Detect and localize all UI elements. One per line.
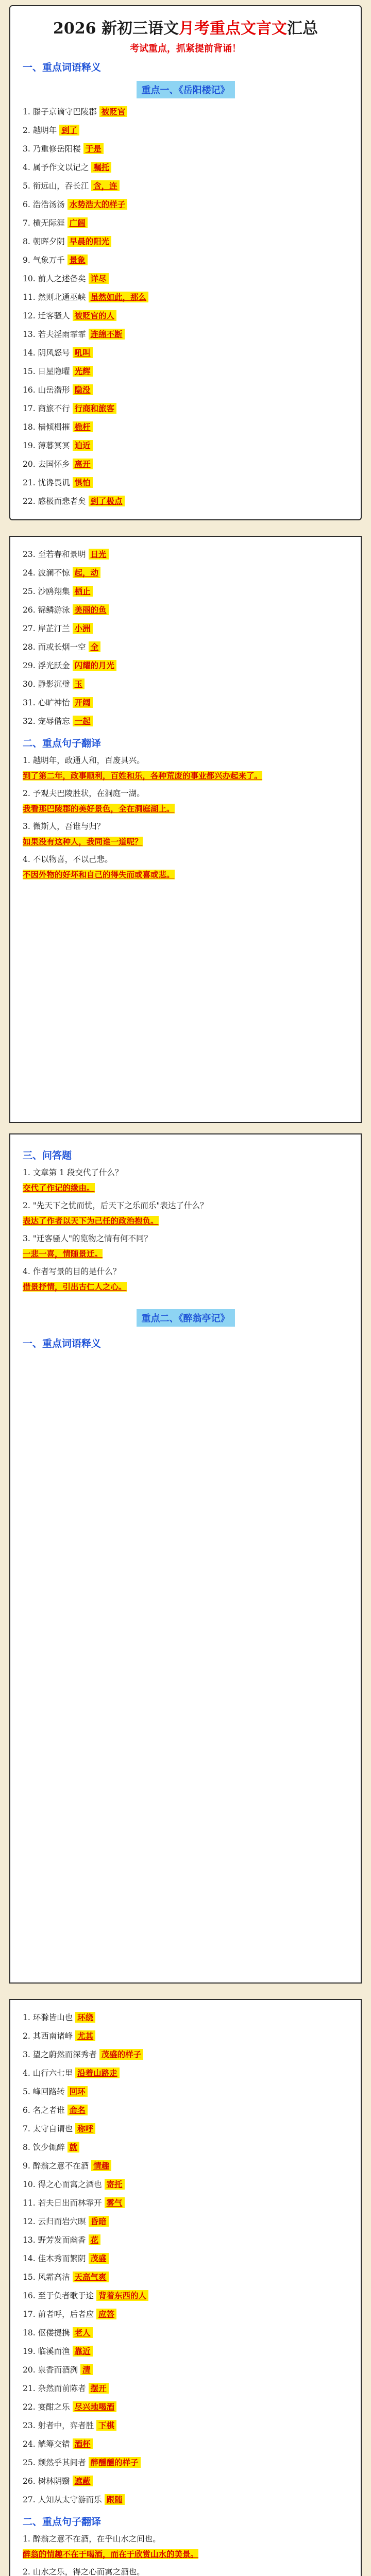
vocab-answer: 离开 bbox=[73, 459, 93, 469]
vocab-answer: 茂盛 bbox=[89, 2253, 109, 2264]
vocab-question: 18. 伛偻提携 bbox=[23, 2328, 73, 2337]
translate-item bbox=[23, 1198, 348, 1229]
vocab-item bbox=[23, 2064, 348, 2082]
translate-question: 2. "先天下之忧而忧，后天下之乐而乐"表达了什么？ bbox=[23, 1201, 208, 1210]
vocab-question: 26. 树林阴翳 bbox=[23, 2477, 73, 2486]
vocab-question: 27. 人知从太守游而乐 bbox=[23, 2495, 105, 2504]
vocab-answer: 沿着山路走 bbox=[75, 2067, 120, 2078]
vocab-question: 10. 前人之述备矣 bbox=[23, 274, 89, 283]
title-prefix: 2026 新初三语文 bbox=[53, 20, 179, 38]
vocab-answer: 天高气爽 bbox=[73, 2272, 109, 2282]
translate-item bbox=[23, 2564, 348, 2576]
vocab-question: 24. 觥筹交错 bbox=[23, 2439, 73, 2449]
vocab-item bbox=[23, 436, 348, 455]
vocab-answer: 雾气 bbox=[105, 2197, 125, 2208]
vocab-item bbox=[23, 418, 348, 436]
vocab-question: 17. 前者呼，后者应 bbox=[23, 2310, 97, 2319]
panel-4 bbox=[9, 1999, 362, 2576]
vocab-item bbox=[23, 619, 348, 638]
vocab-item bbox=[23, 232, 348, 251]
vocab-answer: 酒杯 bbox=[73, 2438, 93, 2449]
vocab-answer: 回环 bbox=[68, 2086, 88, 2097]
vocab-answer: 光辉 bbox=[73, 366, 93, 377]
vocab-answer: 到了 bbox=[59, 125, 79, 135]
vocab-answer: 背着东西的人 bbox=[96, 2290, 148, 2301]
vocab-answer: 早晨的阳光 bbox=[68, 236, 112, 247]
vocab-answer: 就 bbox=[68, 2142, 80, 2153]
vocab-item bbox=[23, 177, 348, 195]
vocab-item bbox=[23, 325, 348, 344]
vocab-question: 15. 风霜高洁 bbox=[23, 2273, 73, 2282]
vocab-question: 28. 而或长烟一空 bbox=[23, 642, 89, 652]
vocab-answer: 详尽 bbox=[89, 273, 109, 284]
translate-answer: 表达了作者以天下为己任的政治抱负。 bbox=[23, 1216, 159, 1226]
vocab-answer: 尤其 bbox=[75, 2030, 95, 2041]
vocab-question: 26. 锦鳞游泳 bbox=[23, 605, 73, 615]
panel-2 bbox=[9, 536, 362, 1123]
vocab-answer: 靠近 bbox=[73, 2346, 93, 2357]
vocab-question: 21. 杂然而前陈者 bbox=[23, 2384, 89, 2393]
vocab-item bbox=[23, 158, 348, 177]
panel-3 bbox=[9, 1133, 362, 1984]
translate-question: 3. "迁客骚人"的览物之情有何不同？ bbox=[23, 1234, 152, 1243]
vocab-item bbox=[23, 344, 348, 362]
vocab-answer: 开阔 bbox=[73, 697, 93, 708]
banner-yueyanglou: 重点一、《岳阳楼记》 bbox=[137, 81, 235, 98]
vocab-answer: 广阔 bbox=[68, 217, 88, 228]
vocab-answer: 跟随 bbox=[105, 2494, 125, 2505]
vocab-question: 14. 阴风怒号 bbox=[23, 348, 73, 358]
section-head-translate-2: 二、重点句子翻译 bbox=[23, 2516, 102, 2528]
translate-answer: 一悲一喜，情随景迁。 bbox=[23, 1249, 103, 1259]
vocab-item bbox=[23, 2398, 348, 2416]
vocab-list-1 bbox=[23, 103, 348, 511]
vocab-answer: 景象 bbox=[68, 255, 88, 265]
vocab-question: 15. 日星隐曜 bbox=[23, 367, 73, 376]
vocab-answer: 迫近 bbox=[73, 440, 93, 451]
vocab-answer: 环绕 bbox=[75, 2012, 95, 2023]
vocab-question: 22. 感极而悲者矣 bbox=[23, 497, 89, 506]
translate-answer: 借景抒情，引出古仁人之心。 bbox=[23, 1282, 127, 1292]
vocab-answer: 昏暗 bbox=[89, 2216, 109, 2227]
vocab-question: 20. 泉香而酒洌 bbox=[23, 2365, 81, 2375]
vocab-item bbox=[23, 2082, 348, 2101]
translate-item bbox=[23, 1165, 348, 1196]
vocab-item bbox=[23, 2453, 348, 2472]
vocab-item bbox=[23, 2435, 348, 2453]
vocab-item bbox=[23, 2027, 348, 2045]
vocab-question: 1. 滕子京谪守巴陵郡 bbox=[23, 107, 99, 116]
vocab-item bbox=[23, 693, 348, 712]
vocab-answer: 尽兴地喝酒 bbox=[73, 2401, 117, 2412]
vocab-question: 2. 越明年 bbox=[23, 126, 60, 135]
vocab-question: 24. 波澜不惊 bbox=[23, 568, 73, 578]
translate-answer: 到了第二年，政事顺利，百姓和乐，各种荒废的事业都兴办起来了。 bbox=[23, 771, 263, 781]
vocab-question: 13. 若夫淫雨霏霏 bbox=[23, 330, 89, 339]
vocab-item bbox=[23, 601, 348, 619]
vocab-answer: 情趣 bbox=[91, 2160, 111, 2171]
vocab-item bbox=[23, 2231, 348, 2249]
vocab-question: 18. 樯倾楫摧 bbox=[23, 422, 73, 432]
translate-item bbox=[23, 819, 348, 850]
translate-answer: 不因外物的好坏和自己的得失而或喜或悲。 bbox=[23, 870, 175, 879]
vocab-question: 9. 气象万千 bbox=[23, 256, 68, 265]
vocab-question: 30. 静影沉璧 bbox=[23, 680, 73, 689]
vocab-answer: 遮蔽 bbox=[73, 2476, 93, 2486]
vocab-question: 1. 环滁皆山也 bbox=[23, 2013, 76, 2022]
vocab-item bbox=[23, 288, 348, 307]
vocab-answer: 茂盛的样子 bbox=[99, 2049, 144, 2060]
vocab-answer: 含，连 bbox=[91, 180, 120, 191]
translate-item bbox=[23, 753, 348, 784]
vocab-item bbox=[23, 2008, 348, 2027]
translate-item bbox=[23, 852, 348, 883]
vocab-item bbox=[23, 2138, 348, 2157]
vocab-item bbox=[23, 2286, 348, 2305]
vocab-item bbox=[23, 2472, 348, 2490]
vocab-question: 12. 云归而岩穴暝 bbox=[23, 2217, 89, 2226]
vocab-answer: 花 bbox=[89, 2234, 101, 2245]
vocab-question: 27. 岸芷汀兰 bbox=[23, 624, 73, 633]
vocab-item bbox=[23, 2416, 348, 2435]
vocab-item bbox=[23, 269, 348, 288]
vocab-question: 14. 佳木秀而繁阴 bbox=[23, 2254, 89, 2263]
vocab-question: 21. 忧谗畏讥 bbox=[23, 478, 73, 487]
vocab-question: 16. 至于负者歌于途 bbox=[23, 2291, 97, 2300]
vocab-item bbox=[23, 362, 348, 381]
vocab-item bbox=[23, 2120, 348, 2138]
vocab-question: 6. 浩浩汤汤 bbox=[23, 200, 68, 209]
vocab-answer: 应答 bbox=[96, 2309, 116, 2319]
vocab-item bbox=[23, 2305, 348, 2324]
vocab-item bbox=[23, 2342, 348, 2361]
section-head-vocab: 一、重点词语释义 bbox=[23, 62, 102, 73]
vocab-item bbox=[23, 455, 348, 473]
vocab-question: 12. 迁客骚人 bbox=[23, 311, 73, 320]
vocab-item bbox=[23, 582, 348, 601]
section-head-qa: 三、问答题 bbox=[23, 1150, 72, 1161]
vocab-answer: 于是 bbox=[83, 143, 104, 154]
vocab-answer: 下棋 bbox=[96, 2420, 116, 2431]
vocab-item bbox=[23, 2379, 348, 2398]
vocab-item bbox=[23, 2045, 348, 2064]
translate-item bbox=[23, 1264, 348, 1295]
translate-item bbox=[23, 786, 348, 817]
vocab-question: 2. 其西南诸峰 bbox=[23, 2031, 76, 2041]
vocab-item bbox=[23, 564, 348, 582]
vocab-question: 4. 山行六七里 bbox=[23, 2069, 76, 2078]
vocab-answer: 起，动 bbox=[73, 567, 101, 578]
vocab-item bbox=[23, 2249, 348, 2268]
vocab-question: 22. 宴酣之乐 bbox=[23, 2402, 73, 2412]
vocab-question: 5. 衔远山，吞长江 bbox=[23, 181, 92, 191]
vocab-item bbox=[23, 2361, 348, 2379]
vocab-item bbox=[23, 2194, 348, 2212]
vocab-answer: 被贬官的人 bbox=[73, 310, 117, 321]
vocab-question: 11. 然则北通巫峡 bbox=[23, 293, 89, 302]
vocab-item bbox=[23, 2324, 348, 2342]
vocab-question: 7. 横无际涯 bbox=[23, 218, 68, 228]
title-highlight: 月考重点文言文 bbox=[178, 20, 287, 38]
vocab-question: 8. 饮少辄醉 bbox=[23, 2143, 68, 2152]
translate-question: 3. 微斯人，吾谁与归？ bbox=[23, 822, 105, 831]
vocab-item bbox=[23, 214, 348, 232]
vocab-list-3 bbox=[23, 2008, 348, 2509]
vocab-question: 6. 名之者谁 bbox=[23, 2106, 68, 2115]
vocab-item bbox=[23, 2101, 348, 2120]
vocab-answer: 桅杆 bbox=[73, 421, 93, 432]
vocab-item bbox=[23, 140, 348, 158]
title-suffix: 汇总 bbox=[286, 20, 318, 38]
vocab-item bbox=[23, 399, 348, 418]
vocab-item bbox=[23, 545, 348, 564]
vocab-question: 3. 乃重修岳阳楼 bbox=[23, 144, 83, 154]
vocab-answer: 醉醺醺的样子 bbox=[89, 2457, 141, 2468]
vocab-answer: 到了极点 bbox=[89, 496, 125, 506]
vocab-answer: 寄托 bbox=[105, 2179, 125, 2190]
vocab-question: 32. 宠辱偕忘 bbox=[23, 717, 73, 726]
vocab-question: 25. 颓然乎其间者 bbox=[23, 2458, 89, 2467]
vocab-answer: 小洲 bbox=[73, 623, 93, 634]
vocab-answer: 老人 bbox=[73, 2327, 93, 2338]
vocab-answer: 闪耀的月光 bbox=[73, 660, 117, 671]
vocab-answer: 称呼 bbox=[75, 2123, 95, 2134]
vocab-item bbox=[23, 656, 348, 675]
vocab-item bbox=[23, 195, 348, 214]
translate-question: 4. 不以物喜，不以己悲。 bbox=[23, 855, 113, 864]
vocab-question: 29. 浮光跃金 bbox=[23, 661, 73, 670]
vocab-answer: 行商和旅客 bbox=[73, 403, 117, 414]
vocab-answer: 水势浩大的样子 bbox=[68, 199, 128, 210]
vocab-question: 8. 朝晖夕阴 bbox=[23, 237, 68, 246]
vocab-answer: 玉 bbox=[73, 679, 85, 689]
vocab-answer: 全 bbox=[89, 641, 101, 652]
vocab-item bbox=[23, 381, 348, 399]
vocab-question: 20. 去国怀乡 bbox=[23, 460, 73, 469]
vocab-question: 10. 得之心而寓之酒也 bbox=[23, 2180, 105, 2189]
vocab-answer: 栖止 bbox=[73, 586, 93, 597]
vocab-list-2 bbox=[23, 545, 348, 731]
translate-list-2 bbox=[23, 2531, 348, 2576]
vocab-item bbox=[23, 492, 348, 511]
vocab-question: 5. 峰回路转 bbox=[23, 2087, 68, 2096]
vocab-question: 16. 山岳潜形 bbox=[23, 385, 73, 395]
page-title bbox=[23, 15, 348, 38]
vocab-answer: 吼叫 bbox=[73, 347, 93, 358]
translate-question: 2. 山水之乐，得之心而寓之酒也。 bbox=[23, 2567, 145, 2576]
vocab-item bbox=[23, 2268, 348, 2286]
vocab-item bbox=[23, 2490, 348, 2509]
vocab-item bbox=[23, 638, 348, 656]
vocab-question: 17. 商旅不行 bbox=[23, 404, 73, 413]
translate-question: 4. 作者写景的目的是什么？ bbox=[23, 1267, 121, 1276]
vocab-answer: 嘱托 bbox=[91, 162, 111, 173]
vocab-item bbox=[23, 307, 348, 325]
vocab-item bbox=[23, 2212, 348, 2231]
vocab-answer: 命名 bbox=[68, 2105, 88, 2115]
vocab-answer: 一起 bbox=[73, 716, 93, 726]
section-head-vocab-2: 一、重点词语释义 bbox=[23, 1338, 102, 1349]
translate-answer: 我看那巴陵郡的美好景色，全在洞庭湖上。 bbox=[23, 804, 175, 814]
translate-answer: 醉翁的情趣不在于喝酒，而在于欣赏山水的美景。 bbox=[23, 2549, 199, 2559]
translate-question: 1. 醉翁之意不在酒，在乎山水之间也。 bbox=[23, 2534, 161, 2544]
translate-item bbox=[23, 2531, 348, 2562]
vocab-item bbox=[23, 712, 348, 731]
vocab-question: 11. 若夫日出而林霏开 bbox=[23, 2198, 105, 2208]
vocab-question: 4. 属予作文以记之 bbox=[23, 163, 92, 172]
vocab-answer: 连绵不断 bbox=[89, 329, 125, 340]
vocab-answer: 惧怕 bbox=[73, 477, 93, 488]
vocab-item bbox=[23, 251, 348, 269]
vocab-question: 23. 至若春和景明 bbox=[23, 550, 89, 559]
vocab-item bbox=[23, 2175, 348, 2194]
vocab-question: 9. 醉翁之意不在酒 bbox=[23, 2161, 92, 2171]
vocab-item bbox=[23, 2157, 348, 2175]
vocab-answer: 被贬官 bbox=[99, 106, 128, 117]
vocab-item bbox=[23, 103, 348, 121]
vocab-question: 13. 野芳发而幽香 bbox=[23, 2235, 89, 2245]
translate-answer: 如果没有这种人，我同谁一道呢？ bbox=[23, 837, 143, 846]
vocab-item bbox=[23, 675, 348, 693]
qa-list bbox=[23, 1165, 348, 1295]
vocab-answer: 虽然如此，那么 bbox=[89, 292, 149, 302]
translate-question: 1. 文章第 1 段交代了什么？ bbox=[23, 1168, 123, 1177]
banner-zuiwengting: 重点二、《醉翁亭记》 bbox=[137, 1309, 235, 1327]
vocab-question: 19. 临溪而渔 bbox=[23, 2347, 73, 2356]
translate-question: 1. 越明年，政通人和，百废具兴。 bbox=[23, 756, 145, 765]
vocab-item bbox=[23, 473, 348, 492]
vocab-answer: 美丽的鱼 bbox=[73, 604, 109, 615]
vocab-answer: 清 bbox=[80, 2364, 93, 2375]
section-head-translate: 二、重点句子翻译 bbox=[23, 738, 102, 749]
translate-item bbox=[23, 1231, 348, 1262]
vocab-question: 31. 心旷神怡 bbox=[23, 698, 73, 707]
vocab-question: 19. 薄暮冥冥 bbox=[23, 441, 73, 450]
translate-answer: 交代了作记的缘由。 bbox=[23, 1183, 95, 1193]
vocab-question: 7. 太守自谓也 bbox=[23, 2124, 76, 2133]
subtitle: 考试重点，抓紧提前背诵！ bbox=[130, 43, 241, 54]
panel-1 bbox=[9, 5, 362, 520]
vocab-item bbox=[23, 121, 348, 140]
vocab-answer: 日光 bbox=[89, 549, 109, 560]
vocab-answer: 隐没 bbox=[73, 384, 93, 395]
vocab-question: 23. 射者中，弈者胜 bbox=[23, 2421, 97, 2430]
translate-question: 2. 予观夫巴陵胜状，在洞庭一湖。 bbox=[23, 789, 145, 798]
vocab-answer: 摆开 bbox=[89, 2383, 109, 2394]
vocab-question: 25. 沙鸥翔集 bbox=[23, 587, 73, 596]
translate-list-1 bbox=[23, 753, 348, 883]
vocab-question: 3. 望之蔚然而深秀者 bbox=[23, 2050, 99, 2059]
